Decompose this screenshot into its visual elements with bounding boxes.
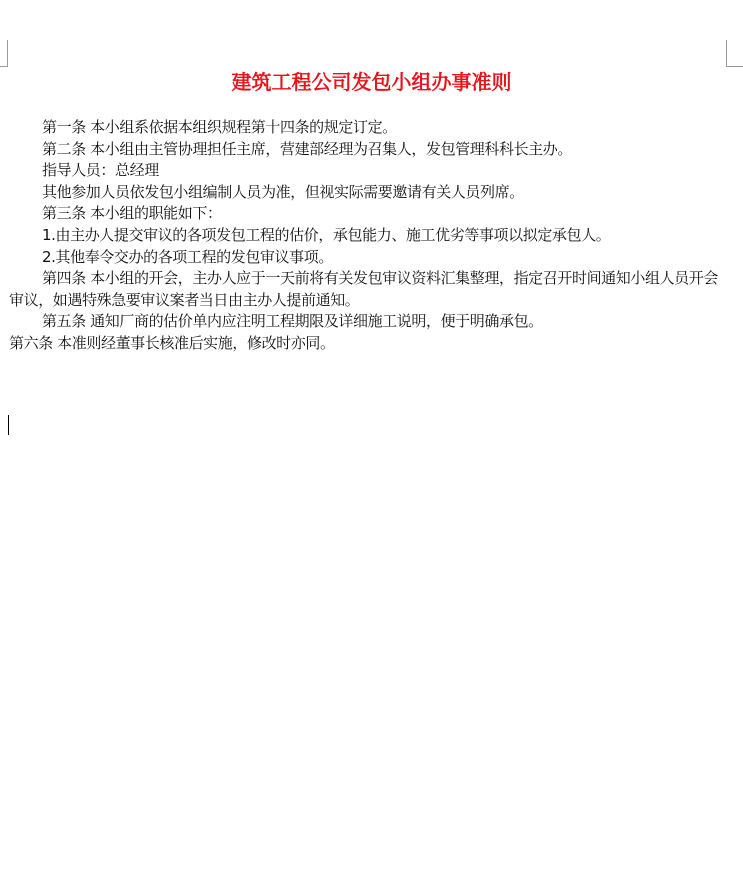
paragraph-advisor: 指导人员：总经理 xyxy=(42,161,159,180)
paragraph-article-2: 第二条 本小组由主管协理担任主席，营建部经理为召集人，发包管理科科长主办。 xyxy=(42,139,572,158)
paragraph-article-3: 第三条 本小组的职能如下： xyxy=(42,204,222,223)
paragraph-article-6: 第六条 本准则经董事长核准后实施，修改时亦同。 xyxy=(9,333,335,352)
paragraph-function-1: 1.由主办人提交审议的各项发包工程的估价，承包能力、施工优劣等事项以拟定承包人。 xyxy=(42,225,611,244)
paragraph-article-5: 第五条 通知厂商的估价单内应注明工程期限及详细施工说明，便于明确承包。 xyxy=(42,312,543,331)
document-body[interactable] xyxy=(9,117,729,355)
crop-mark-top-right-horizontal xyxy=(726,66,743,67)
paragraph-article-4: 第四条 本小组的开会，主办人应于一天前将有关发包审议资料汇集整理，指定召开时间通知小组人员开会审议，如遇特殊急要审议案者当日由主办人提前通知。 xyxy=(9,269,718,309)
paragraph-function-2: 2.其他奉令交办的各项工程的发包审议事项。 xyxy=(42,247,333,266)
document-title: 建筑工程公司发包小组办事准则 xyxy=(231,70,512,94)
text-cursor xyxy=(8,415,9,435)
crop-mark-top-left-vertical xyxy=(7,40,8,66)
paragraph-article-1: 第一条 本小组系依据本组织规程第十四条的规定订定。 xyxy=(42,118,397,136)
crop-mark-top-right-vertical xyxy=(726,40,727,66)
paragraph-other-attendees: 其他参加人员依发包小组编制人员为准，但视实际需要邀请有关人员列席。 xyxy=(42,182,524,201)
crop-mark-top-left-horizontal xyxy=(0,66,8,67)
